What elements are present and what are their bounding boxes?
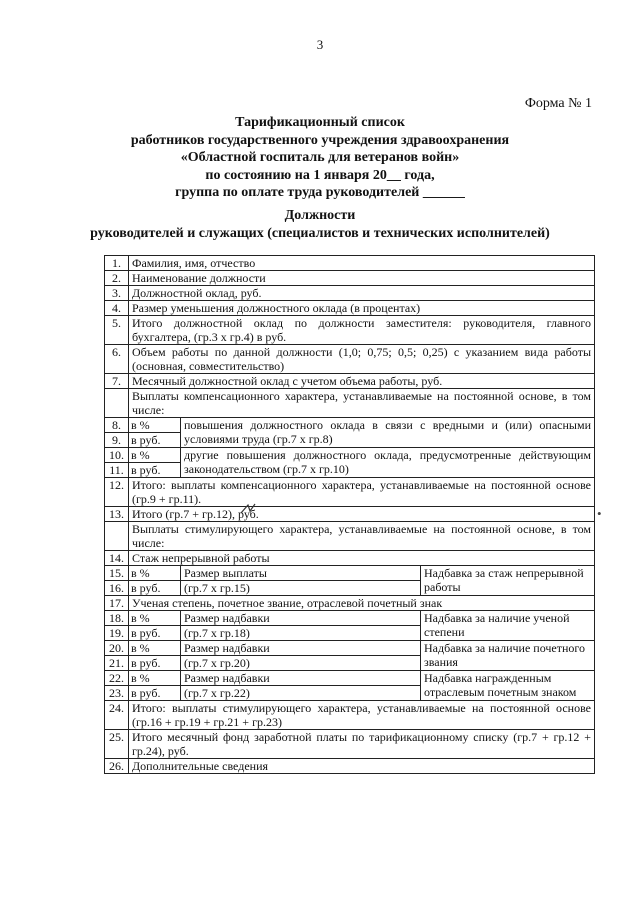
section-heading [0,207,640,243]
field-label: Размер надбавки [181,641,421,656]
unit-label: в руб. [129,433,181,448]
field-label: (гр.7 х гр.20) [181,656,421,671]
row-number: 2. [105,271,129,286]
table-row [105,478,595,507]
unit-label: в % [129,671,181,686]
table-row [105,316,595,345]
row-number: 15. [105,566,129,581]
table-row [105,418,595,433]
table-row [105,611,595,626]
row-number [105,389,129,418]
row-number: 26. [105,759,129,774]
row-number: 6. [105,345,129,374]
row-number: 7. [105,374,129,389]
table-row [105,566,595,581]
row-number: 18. [105,611,129,626]
group-header-stimulating: Выплаты стимулирующего характера, устанавливаемые на постоянной основе, в том числе: [129,522,595,551]
table-row [105,389,595,418]
row-number: 20. [105,641,129,656]
field-label: Итого должностной оклад по должности заместителя: руководителя, главного бухгалтера, (гр.3 х гр.4) в руб. [129,316,595,345]
field-label: Размер уменьшения должностного оклада (в процентах) [129,301,595,316]
table-row [105,256,595,271]
unit-label: в % [129,566,181,581]
unit-label: в руб. [129,656,181,671]
allowance-label: Надбавка за стаж непрерывной работы [421,566,595,596]
table-row [105,448,595,463]
field-label: Стаж непрерывной работы [129,551,595,566]
table-row [105,507,595,522]
allowance-label: Надбавка за наличие ученой степени [421,611,595,641]
row-number: 3. [105,286,129,301]
field-label: Итого (гр.7 + гр.12), руб. [129,507,595,522]
row-number [105,522,129,551]
field-label: Размер надбавки [181,611,421,626]
unit-label: в руб. [129,686,181,701]
field-label: Итого: выплаты компенсационного характера, устанавливаемые на постоянной основе (гр.9 + гр.11). [129,478,595,507]
field-label: повышения должностного оклада в связи с вредными и (или) опасными условиями труда (гр.7 х гр.8) [181,418,595,448]
row-number: 13. [105,507,129,522]
row-number: 25. [105,730,129,759]
field-label: Итого месячный фонд заработной платы по тарификационному списку (гр.7 + гр.12 + гр.24), руб. [129,730,595,759]
unit-label: в руб. [129,463,181,478]
row-number: 23. [105,686,129,701]
title-line-2: работников государственного учреждения здравоохранения [130,132,510,148]
row-number: 10. [105,448,129,463]
unit-label: в руб. [129,581,181,596]
row-number: 9. [105,433,129,448]
unit-label: в % [129,641,181,656]
unit-label: в % [129,448,181,463]
allowance-label: Надбавка за наличие почетного звания [421,641,595,671]
group-header-compensation: Выплаты компенсационного характера, устанавливаемые на постоянной основе, в том числе: [129,389,595,418]
margin-mark: • [597,506,602,521]
field-label: Итого: выплаты стимулирующего характера, устанавливаемые на постоянной основе (гр.16 + гр.19 + гр.21 + гр.23) [129,701,595,730]
section-line-1: Должности [284,208,356,223]
row-number: 22. [105,671,129,686]
row-number: 1. [105,256,129,271]
title-line-5: группа по оплате труда руководителей ______ [175,185,465,200]
table-row [105,345,595,374]
row-number: 14. [105,551,129,566]
table-row [105,522,595,551]
document-title [0,114,640,202]
tariff-form-table [104,255,595,774]
table-row [105,671,595,686]
row-number: 24. [105,701,129,730]
title-line-1: Тарификационный список [235,115,405,130]
field-label: (гр.7 х гр.15) [181,581,421,596]
field-label: (гр.7 х гр.22) [181,686,421,701]
field-label: (гр.7 х гр.18) [181,626,421,641]
row-number: 16. [105,581,129,596]
row-number: 21. [105,656,129,671]
table-row [105,551,595,566]
handwritten-mark [239,502,257,516]
row-number: 5. [105,316,129,345]
field-label: Дополнительные сведения [129,759,595,774]
field-label: Фамилия, имя, отчество [129,256,595,271]
table-row [105,641,595,656]
form-label: Форма № 1 [524,96,592,111]
table-row [105,701,595,730]
title-line-4: по состоянию на 1 января 20__ года, [205,167,435,183]
row-number: 8. [105,418,129,433]
unit-label: в руб. [129,626,181,641]
row-number: 19. [105,626,129,641]
section-line-2: руководителей и служащих (специалистов и технических исполнителей) [90,226,550,241]
field-label: Месячный должностной оклад с учетом объема работы, руб. [129,374,595,389]
field-label: Ученая степень, почетное звание, отраслевой почетный знак [129,596,595,611]
field-label: другие повышения должностного оклада, предусмотренные действующим законодательством (гр.7 х гр.10) [181,448,595,478]
table-row [105,596,595,611]
table-row [105,374,595,389]
field-label: Должностной оклад, руб. [129,286,595,301]
table-row [105,301,595,316]
page-number: 3 [316,37,324,52]
field-label: Размер надбавки [181,671,421,686]
field-label: Наименование должности [129,271,595,286]
unit-label: в % [129,611,181,626]
row-number: 11. [105,463,129,478]
row-number: 17. [105,596,129,611]
unit-label: в % [129,418,181,433]
table-row [105,286,595,301]
allowance-label: Надбавка награжденным отраслевым почетным знаком [421,671,595,701]
table-row [105,730,595,759]
table-row [105,759,595,774]
row-number: 12. [105,478,129,507]
table-row [105,271,595,286]
row-number: 4. [105,301,129,316]
title-line-3: «Областной госпиталь для ветеранов войн» [180,150,460,165]
field-label: Размер выплаты [181,566,421,581]
field-label: Объем работы по данной должности (1,0; 0,75; 0,5; 0,25) с указанием вида работы (основная, совместительство) [129,345,595,374]
